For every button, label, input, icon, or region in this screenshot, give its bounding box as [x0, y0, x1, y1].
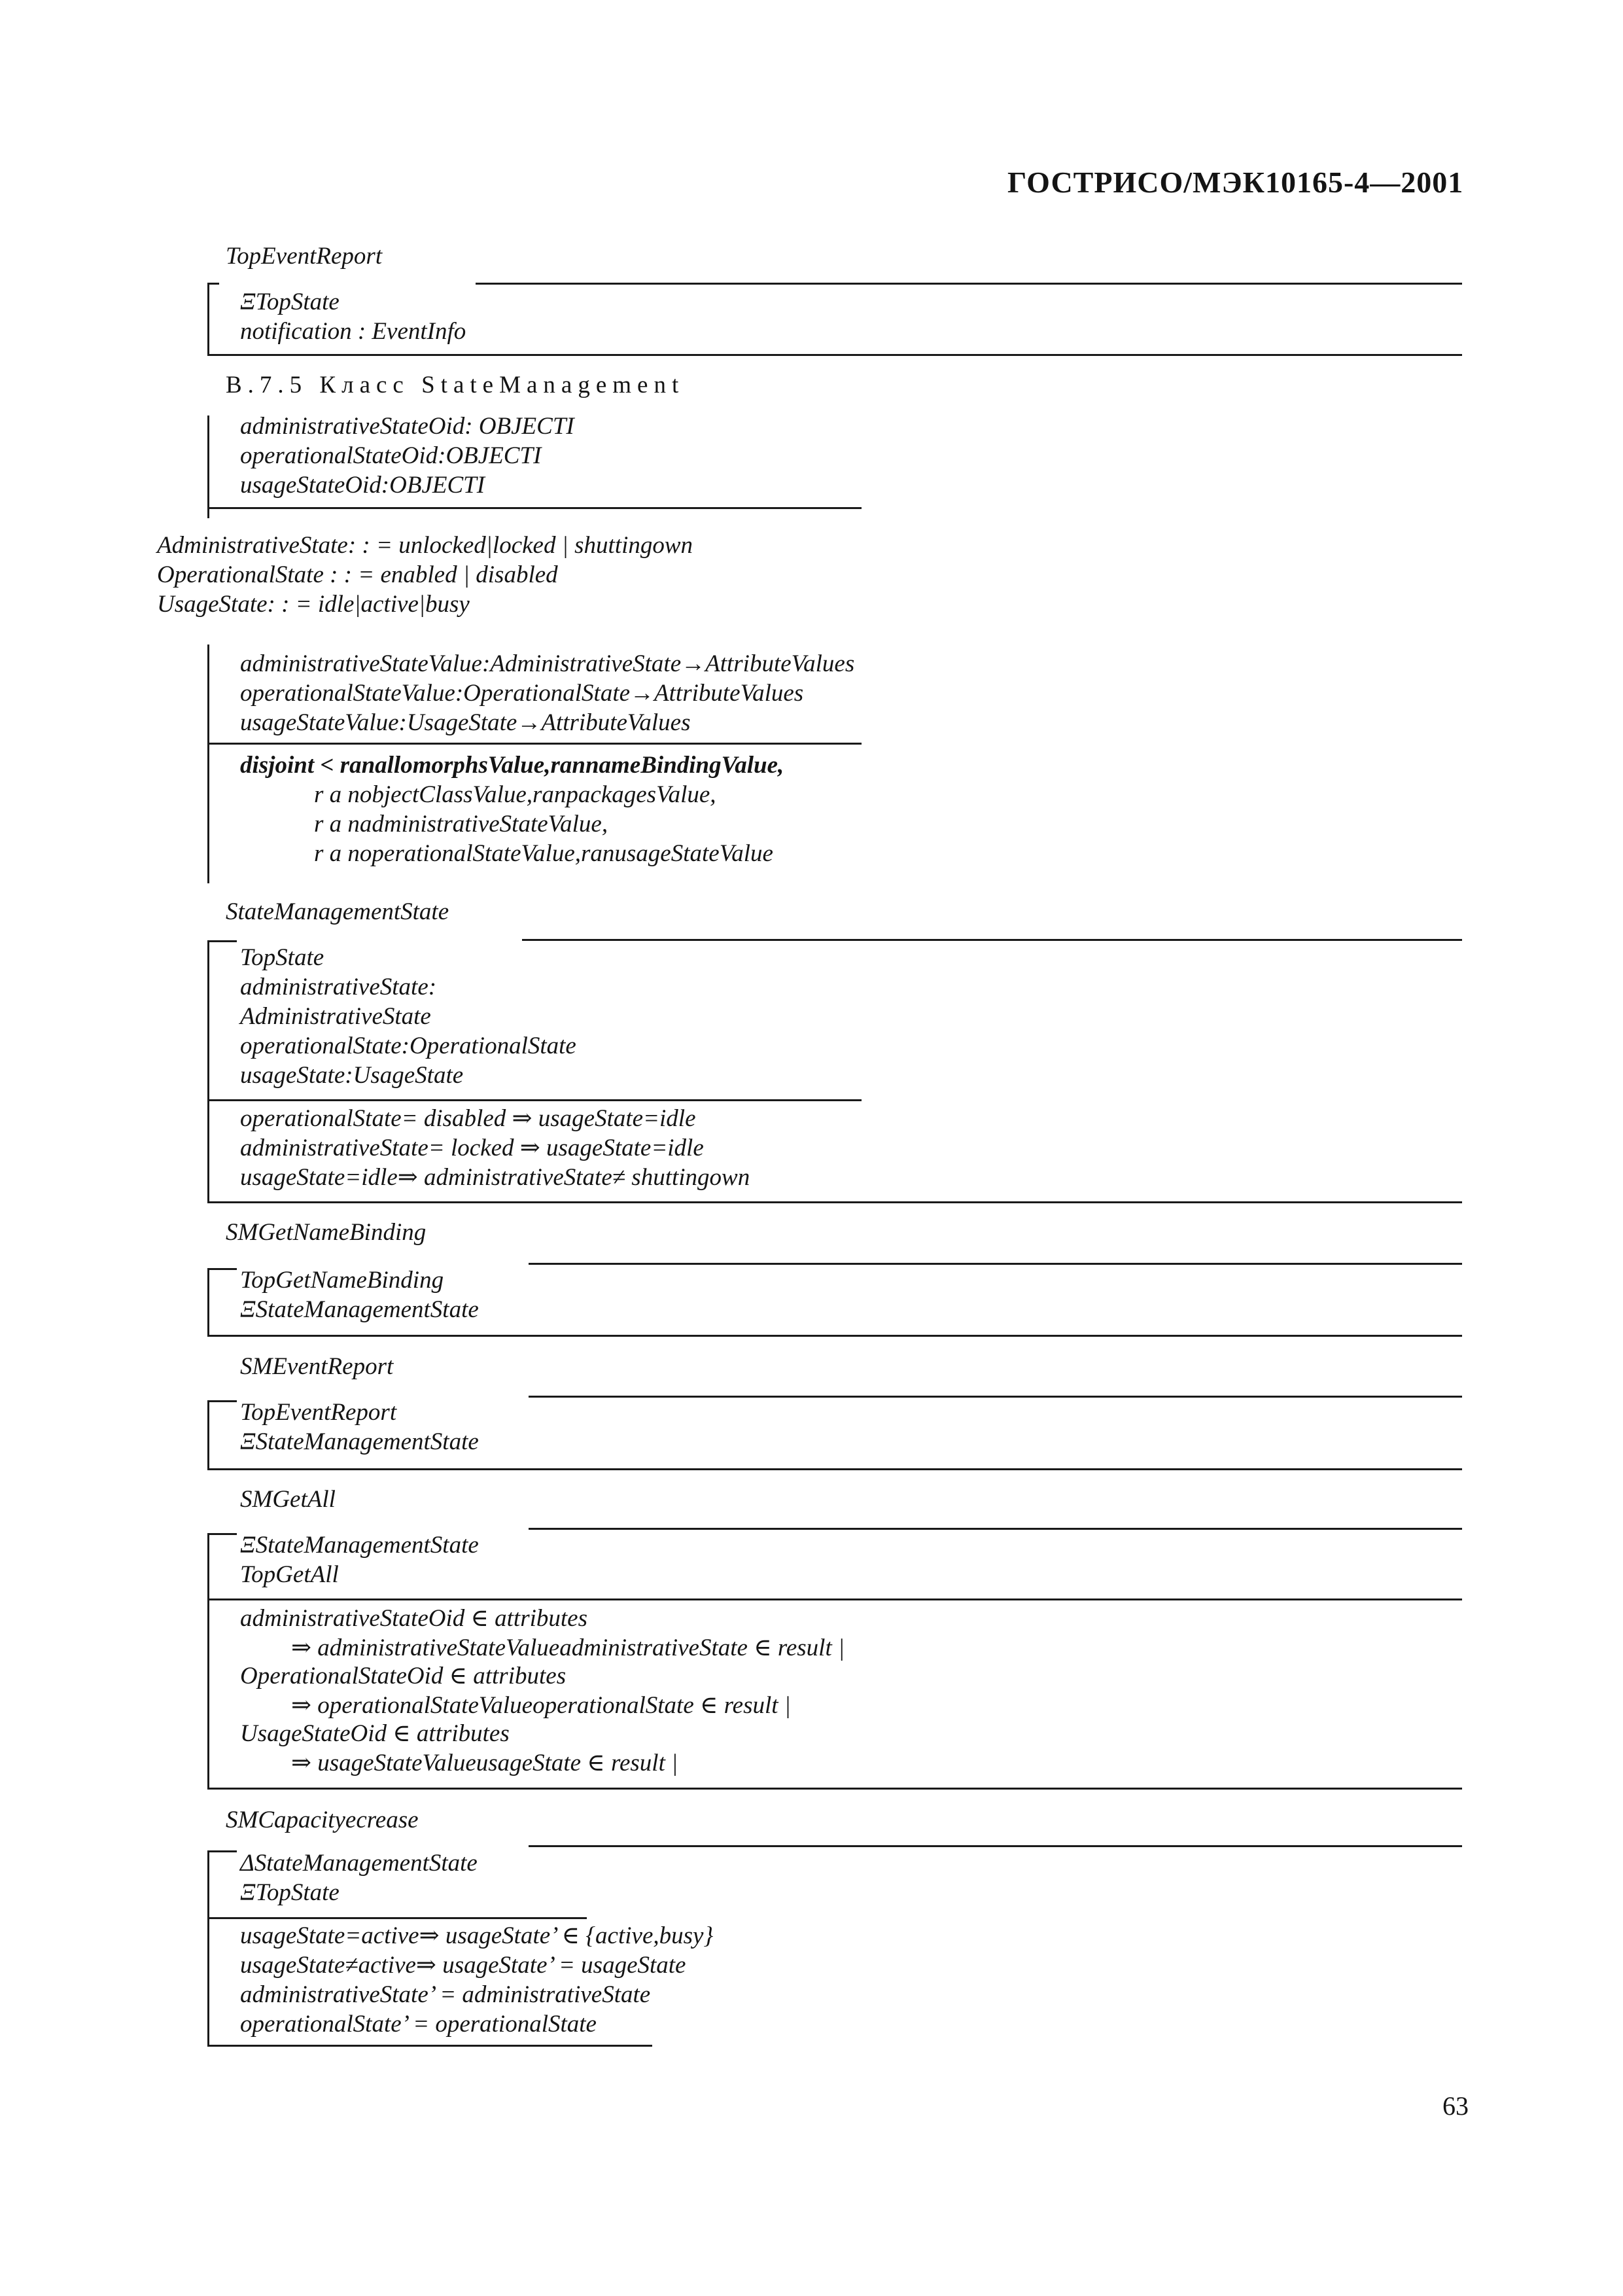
schema-predicate-line: usageState=idle⇒ administrativeState≠ shuttingown	[240, 1164, 750, 1191]
page-number: 63	[1442, 2091, 1469, 2121]
axiom-divider	[207, 743, 862, 745]
schema-divider	[207, 1099, 862, 1101]
schema-decl-line: ΞStateManagementState	[240, 1296, 479, 1323]
schema-decl-line: ΞTopState	[240, 1879, 340, 1906]
schema-corner	[207, 1533, 237, 1535]
document-header: ГОСТРИСО/МЭК10165-4—2001	[1007, 166, 1464, 199]
schema-divider	[207, 1917, 587, 1919]
schema-decl-line: administrativeState:	[240, 974, 437, 1000]
disjoint-line: r a nadministrativeStateValue,	[314, 811, 608, 838]
disjoint-line: r a noperationalStateValue,ranusageStateValue	[314, 840, 773, 867]
value-function: usageStateValue:UsageState→AttributeValues	[240, 709, 691, 736]
section-title: В.7.5 Класс StateManagement	[226, 372, 685, 398]
schema-decl-line: ΞStateManagementState	[240, 1532, 479, 1559]
schema-left-bar	[207, 1850, 209, 2047]
schema-corner	[207, 1400, 237, 1402]
schema-bottom-rule	[207, 2045, 652, 2047]
schema-top-rule	[529, 1263, 1462, 1265]
axiom-left-bar	[207, 645, 209, 883]
schema-predicate-line: usageState≠active⇒ usageState’ = usageState	[240, 1952, 686, 1979]
schema-decl-line: notification : EventInfo	[240, 318, 466, 345]
schema-name-sm-event-report: SMEventReport	[240, 1353, 394, 1380]
schema-predicate-line: operationalState= disabled ⇒ usageState=idle	[240, 1105, 696, 1132]
axiom-left-bar	[207, 415, 209, 518]
schema-bottom-rule	[207, 1788, 1462, 1790]
disjoint-line: r a nobjectClassValue,ranpackagesValue,	[314, 781, 716, 808]
schema-top-rule	[529, 1845, 1462, 1847]
schema-corner	[207, 1850, 237, 1852]
schema-top-rule	[522, 939, 1462, 941]
schema-corner	[207, 283, 219, 285]
schema-decl-line: ΞTopState	[240, 289, 340, 315]
schema-decl-line: TopGetAll	[240, 1561, 339, 1588]
schema-predicate-line: ⇒ administrativeStateValueadministrativeState ∈ result |	[291, 1634, 845, 1661]
axiom-bottom-rule	[207, 507, 862, 509]
schema-predicate-line: administrativeStateOid ∈ attributes	[240, 1605, 587, 1632]
schema-predicate-line: usageState=active⇒ usageState’ ∈ {active,busy}	[240, 1922, 714, 1949]
schema-name-sm-get-all: SMGetAll	[240, 1486, 336, 1513]
schema-left-bar	[207, 283, 209, 356]
type-definition: OperationalState : : = enabled | disabled	[157, 561, 558, 588]
value-function: administrativeStateValue:AdministrativeState→AttributeValues	[240, 650, 855, 677]
schema-decl-line: ΞStateManagementState	[240, 1428, 479, 1455]
schema-decl-line: TopEventReport	[240, 1399, 397, 1426]
schema-left-bar	[207, 940, 209, 1203]
schema-name-state-management-state: StateManagementState	[226, 898, 449, 925]
value-function: operationalStateValue:OperationalState→AttributeValues	[240, 680, 804, 707]
schema-name-top-event-report: TopEventReport	[226, 243, 383, 270]
schema-name-sm-capacity-decrease: SMCapacityecrease	[226, 1807, 419, 1833]
schema-left-bar	[207, 1400, 209, 1470]
schema-top-rule	[529, 1528, 1462, 1530]
schema-left-bar	[207, 1268, 209, 1337]
schema-divider	[207, 1598, 1462, 1600]
schema-bottom-rule	[207, 1201, 1462, 1203]
schema-predicate-line: operationalState’ = operationalState	[240, 2011, 597, 2038]
schema-name-sm-get-name-binding: SMGetNameBinding	[226, 1219, 427, 1246]
schema-top-rule	[529, 1396, 1462, 1398]
schema-bottom-rule	[207, 1335, 1462, 1337]
schema-decl-line: TopState	[240, 944, 324, 971]
schema-decl-line: ΔStateManagementState	[240, 1850, 478, 1877]
schema-decl-line: operationalState:OperationalState	[240, 1033, 576, 1059]
oid-line: usageStateOid:OBJECTI	[240, 472, 485, 499]
schema-predicate-line: OperationalStateOid ∈ attributes	[240, 1663, 567, 1689]
oid-line: operationalStateOid:OBJECTI	[240, 442, 542, 469]
schema-predicate-line: ⇒ operationalStateValueoperationalState ∈ result |	[291, 1692, 791, 1719]
schema-decl-line: usageState:UsageState	[240, 1062, 464, 1089]
schema-predicate-line: administrativeState= locked ⇒ usageState=idle	[240, 1135, 704, 1161]
schema-corner	[207, 940, 237, 942]
schema-predicate-line: administrativeState’ = administrativeState	[240, 1981, 651, 2008]
schema-top-rule	[476, 283, 1462, 285]
disjoint-line: disjoint < ranallomorphsValue,rannameBindingValue,	[240, 752, 784, 779]
schema-bottom-rule	[207, 354, 1462, 356]
schema-decl-line: AdministrativeState	[240, 1003, 431, 1030]
schema-left-bar	[207, 1533, 209, 1790]
schema-bottom-rule	[207, 1468, 1462, 1470]
type-definition: UsageState: : = idle|active|busy	[157, 591, 470, 618]
type-definition: AdministrativeState: : = unlocked|locked | shuttingown	[157, 532, 693, 559]
schema-predicate-line: UsageStateOid ∈ attributes	[240, 1720, 510, 1747]
schema-predicate-line: ⇒ usageStateValueusageState ∈ result |	[291, 1750, 678, 1776]
schema-corner	[207, 1268, 237, 1270]
schema-decl-line: TopGetNameBinding	[240, 1267, 444, 1294]
oid-line: administrativeStateOid: OBJECTI	[240, 413, 574, 440]
